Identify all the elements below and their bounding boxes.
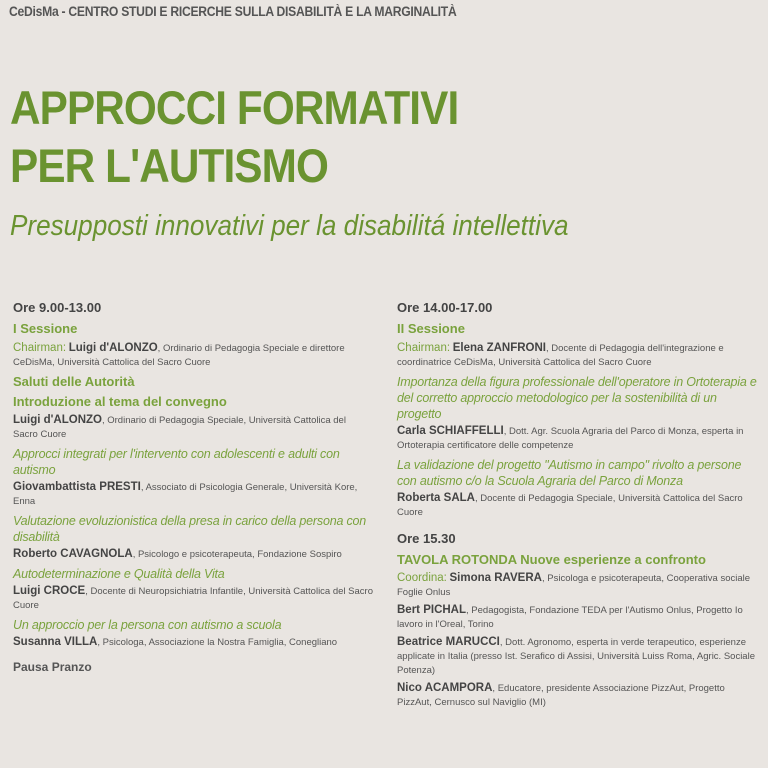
roundtable-time: Ore 15.30	[397, 531, 456, 546]
speaker: Luigi CROCE, Docente di Neuropsichiatria Infantile, Università Cattolica del Sacro Cuore	[13, 585, 373, 611]
page-title	[10, 79, 458, 195]
panelist: Nico ACAMPORA, Educatore, presidente Associazione PizzAut, Progetto PizzAut, Cernusco sul Naviglio (MI)	[397, 682, 725, 708]
talk-title: Approcci integrati per l'intervento con adolescenti e adulti con autismo	[13, 447, 340, 477]
talk-title: Valutazione evoluzionistica della presa in carico della persona con disabilità	[13, 514, 367, 544]
organization-header: CeDisMa - CENTRO STUDI E RICERCHE SULLA DISABILITÀ E LA MARGINALITÀ	[9, 4, 457, 19]
lunch-break: Pausa Pranzo	[13, 660, 92, 674]
coordinator: Coordina: Simona RAVERA, Psicologa e psicoterapeuta, Cooperativa sociale Foglie Onlus	[397, 572, 751, 598]
session-label: I Sessione	[13, 321, 78, 336]
panelist: Bert PICHAL, Pedagogista, Fondazione TEDA per l'Autismo Onlus, Progetto Io lavoro in l'Oreal, Torino	[397, 604, 743, 630]
speaker: Roberta SALA, Docente di Pedagogia Speciale, Università Cattolica del Sacro Cuore	[397, 492, 743, 518]
page-subtitle: Presupposti innovativi per la disabilitá intellettiva	[10, 210, 569, 242]
talk-title: Un approccio per la persona con autismo a scuola	[13, 618, 282, 632]
talk-title: Autodeterminazione e Qualità della Vita	[13, 567, 225, 581]
session-label: II Sessione	[397, 321, 465, 336]
talk-title: La validazione del progetto "Autismo in campo" rivolto a persone con autismo c/o la Scuola Agraria del Parco di Monza	[397, 458, 742, 488]
session-time: Ore 9.00-13.00	[13, 300, 102, 315]
speaker: Roberto CAVAGNOLA, Psicologo e psicoterapeuta, Fondazione Sospiro	[13, 548, 342, 560]
greetings: Saluti delle Autorità	[13, 374, 135, 389]
speaker: Giovambattista PRESTI, Associato di Psicologia Generale, Università Kore, Enna	[13, 481, 358, 507]
talk-title: Importanza della figura professionale dell'operatore in Ortoterapia e del corretto approccio metodologico per la sostenibilità di un progetto	[397, 375, 757, 421]
title-line-1: APPROCCI FORMATIVI	[10, 81, 459, 134]
chairman: Chairman: Elena ZANFRONI, Docente di Pedagogia dell'integrazione e coordinatrice CeDisMa, Università Cattolica del Sacro Cuore	[397, 342, 724, 368]
chairman: Chairman: Luigi d'ALONZO, Ordinario di Pedagogia Speciale e direttore CeDisMa, Università Cattolica del Sacro Cuore	[13, 342, 345, 368]
roundtable-title: TAVOLA ROTONDA Nuove esperienze a confronto	[397, 552, 706, 567]
title-line-2: PER L'AUTISMO	[10, 139, 328, 192]
introduction: Introduzione al tema del convegno	[13, 394, 227, 409]
speaker: Susanna VILLA, Psicologa, Associazione la Nostra Famiglia, Conegliano	[13, 636, 338, 648]
afternoon-session-column	[397, 300, 757, 713]
speaker: Luigi d'ALONZO, Ordinario di Pedagogia Speciale, Università Cattolica del Sacro Cuore	[13, 414, 346, 440]
panelist: Beatrice MARUCCI, Dott. Agronomo, esperta in verde terapeutico, esperienze applicate in Italia (presso Ist. Serafico di Assisi, Università Luiss Roma, Agric. Sociale Potenza)	[397, 636, 755, 676]
session-time: Ore 14.00-17.00	[397, 300, 493, 315]
morning-session-column	[13, 300, 373, 674]
speaker: Carla SCHIAFFELLI, Dott. Agr. Scuola Agraria del Parco di Monza, esperta in Ortoterapia certificatore delle competenze	[397, 425, 744, 451]
